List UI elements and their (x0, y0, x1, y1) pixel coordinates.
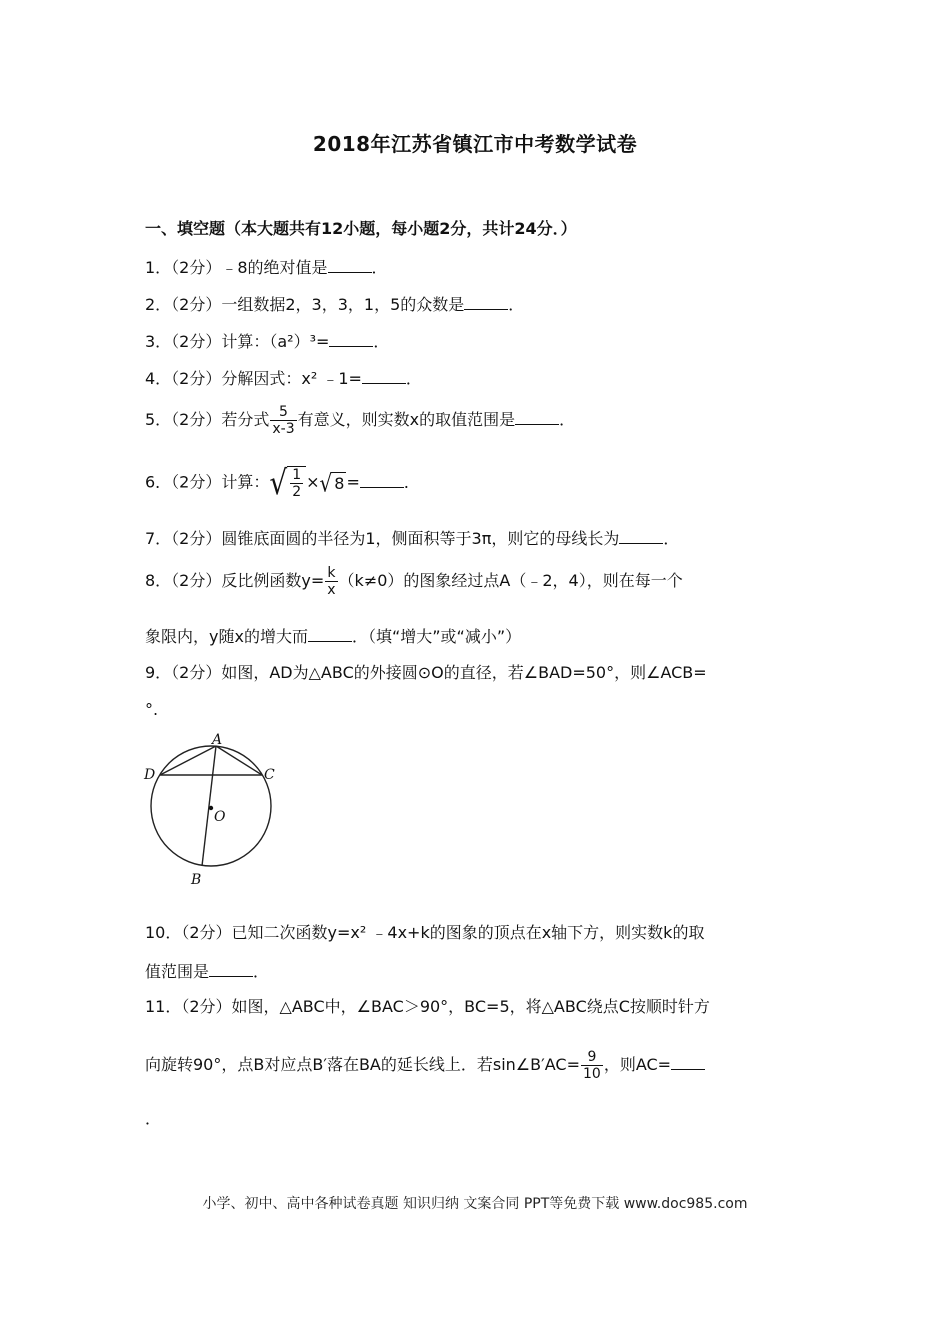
answer-blank (671, 1053, 705, 1070)
fraction (290, 467, 303, 500)
question-text: 1．（2分）﹣8的绝对值是 (145, 258, 328, 277)
answer-blank (515, 408, 559, 425)
answer-blank (329, 330, 373, 347)
question-8 (145, 565, 683, 598)
radical-icon: √ (269, 462, 288, 503)
question-3 (145, 330, 389, 353)
fraction-denominator: 2 (292, 484, 302, 500)
equals-sign: = (346, 472, 360, 492)
question-end: ． (559, 410, 576, 429)
question-4 (145, 367, 422, 390)
radical-icon: √ (319, 468, 333, 498)
question-11-line-3: ． (145, 1109, 162, 1128)
question-text: 象限内，y随x的增大而 (145, 627, 308, 646)
fraction (325, 565, 337, 598)
question-7 (145, 527, 679, 550)
answer-blank (619, 527, 663, 544)
question-end: ． (405, 369, 422, 388)
fraction-denominator: x-3 (272, 421, 295, 437)
answer-blank (308, 625, 352, 642)
question-8-line-2 (145, 625, 521, 648)
answer-blank (209, 960, 253, 977)
answer-blank (362, 367, 406, 384)
question-11: 11．（2分）如图，△ABC中，∠BAC＞90°，BC=5，将△ABC绕点C按顺时针方 (145, 997, 710, 1016)
question-text-2: （k≠0）的图象经过点A（﹣2，4），则在每一个 (338, 571, 683, 590)
question-2 (145, 293, 524, 316)
question-text: 8．（2分）反比例函数y= (145, 571, 325, 590)
fraction-numerator: 1 (292, 467, 302, 483)
radicand: 8 (334, 473, 345, 493)
question-text: 2．（2分）一组数据2，3，3，1，5的众数是 (145, 295, 465, 314)
question-end: ． (403, 472, 420, 492)
question-text: 值范围是 (145, 962, 210, 981)
question-text-2: 有意义，则实数x的取值范围是 (297, 410, 516, 429)
question-text-2: ，则AC= (603, 1055, 672, 1074)
question-10: 10．（2分）已知二次函数y=x² ﹣4x+k的图象的顶点在x轴下方，则实数k的取 (145, 923, 705, 942)
question-10-line-2 (145, 960, 269, 983)
question-end: ． (371, 258, 388, 277)
question-end: ． (508, 295, 525, 314)
question-text: 5．（2分）若分式 (145, 410, 270, 429)
answer-blank (360, 471, 404, 488)
question-end: ． (663, 529, 680, 548)
question-text: 4．（2分）分解因式：x² ﹣1= (145, 369, 362, 388)
label-o: O (214, 809, 226, 825)
question-text: 6．（2分）计算： (145, 472, 270, 492)
sqrt-fraction (269, 462, 306, 503)
question-9-line-2: °. (145, 700, 159, 719)
answer-blank (328, 256, 372, 273)
fraction (581, 1049, 603, 1082)
question-text: 向旋转90°，点B对应点B′落在BA的延长线上．若sin∠B′AC= (145, 1055, 580, 1074)
question-9: 9．（2分）如图，AD为△ABC的外接圆⊙O的直径，若∠BAD=50°，则∠ACB= (145, 663, 707, 682)
label-c: C (264, 767, 275, 783)
fraction-denominator: 10 (583, 1066, 601, 1082)
question-6 (145, 462, 420, 503)
page-title: 2018年江苏省镇江市中考数学试卷 (312, 132, 638, 156)
times-sign: × (306, 472, 320, 492)
fraction (270, 404, 296, 437)
circle-figure (140, 728, 290, 893)
sqrt-eight (320, 469, 347, 497)
segment-ac (216, 746, 262, 775)
question-text: 3．（2分）计算：（a²）³= (145, 332, 330, 351)
question-end: ． (253, 962, 270, 981)
fraction-numerator: 9 (587, 1049, 597, 1065)
fraction-numerator: 5 (279, 404, 288, 420)
question-end: ．（填“增大”或“减小”） (351, 627, 522, 646)
question-11-line-2 (145, 1049, 705, 1082)
question-text: 7．（2分）圆锥底面圆的半径为1，侧面积等于3π，则它的母线长为 (145, 529, 620, 548)
label-d: D (144, 767, 156, 783)
label-a: A (212, 732, 223, 748)
section-heading: 一、填空题（本大题共有12小题，每小题2分，共计24分．） (145, 219, 577, 238)
question-1 (145, 256, 388, 279)
fraction-denominator: x (327, 582, 336, 598)
fraction-numerator: k (327, 565, 336, 581)
diameter-ad (202, 746, 216, 866)
label-b: B (191, 872, 202, 888)
page-footer: 小学、初中、高中各种试卷真题 知识归纳 文案合同 PPT等免费下载 www.doc985.com (202, 1196, 748, 1212)
question-5 (145, 404, 575, 437)
center-point (209, 806, 213, 810)
answer-blank (464, 293, 508, 310)
question-end: ． (373, 332, 390, 351)
